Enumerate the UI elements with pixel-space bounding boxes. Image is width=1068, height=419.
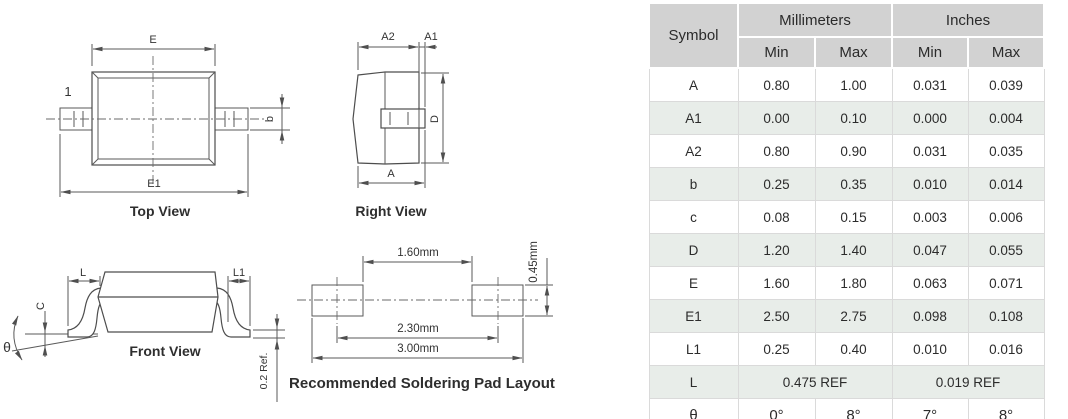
dim-label-standoff: 0.2 Ref. [258, 352, 270, 390]
right-view-caption: Right View [355, 203, 427, 219]
cell-symbol: E [649, 267, 738, 300]
dim-label-e: E [149, 34, 157, 46]
header-mm-max: Max [815, 37, 892, 68]
dim-label-a2: A2 [381, 31, 395, 43]
cell-symbol: D [649, 234, 738, 267]
table-row-l [649, 366, 1044, 399]
theta-angle-arc [14, 316, 22, 360]
cell-in-min: 0.010 [892, 168, 968, 201]
cell-symbol: θ [649, 399, 738, 419]
dim-label-d: D [429, 115, 441, 123]
pad-layout-drawing [289, 241, 555, 392]
cell-mm-max: 1.00 [815, 68, 892, 102]
cell-mm-min: 2.50 [738, 300, 815, 333]
cell-mm-min: 0.00 [738, 102, 815, 135]
cell-in-min: 0.031 [892, 135, 968, 168]
cell-in-max: 0.071 [968, 267, 1044, 300]
table-row [649, 168, 1044, 201]
table-row [649, 135, 1044, 168]
top-view-drawing [46, 34, 290, 219]
dim-label-pitch: 2.30mm [397, 323, 439, 335]
cell-mm-max: 1.80 [815, 267, 892, 300]
dim-label-theta: θ [3, 339, 11, 355]
table-row [649, 68, 1044, 102]
cell-in-max: 0.016 [968, 333, 1044, 366]
front-view-body [98, 272, 218, 332]
cell-symbol: A [649, 68, 738, 102]
dim-label-c: C [35, 302, 47, 310]
cell-in-max: 0.108 [968, 300, 1044, 333]
cell-mm-min: 0.25 [738, 333, 815, 366]
cell-symbol: c [649, 201, 738, 234]
cell-in-min: 0.003 [892, 201, 968, 234]
cell-symbol: E1 [649, 300, 738, 333]
cell-in-max: 0.035 [968, 135, 1044, 168]
header-in-min: Min [892, 37, 968, 68]
cell-in-max: 0.055 [968, 234, 1044, 267]
cell-symbol: A1 [649, 102, 738, 135]
dim-label-b: b [264, 115, 276, 123]
cell-mm-min: 0.80 [738, 135, 815, 168]
header-in-max: Max [968, 37, 1044, 68]
pin1-marker: 1 [64, 84, 72, 99]
cell-mm-max: 0.15 [815, 201, 892, 234]
cell-mm-max: 0.40 [815, 333, 892, 366]
cell-mm-ref: 0.475 REF [738, 366, 892, 399]
dim-label-l: L [79, 267, 87, 279]
front-view-caption: Front View [129, 343, 201, 359]
header-inches: Inches [892, 3, 1044, 37]
cell-in-max: 0.014 [968, 168, 1044, 201]
pad-left [312, 285, 363, 316]
header-symbol: Symbol [649, 3, 738, 68]
cell-mm-min: 0.80 [738, 68, 815, 102]
cell-in-min: 0.047 [892, 234, 968, 267]
cell-mm-min: 0° [738, 399, 815, 419]
header-mm-min: Min [738, 37, 815, 68]
cell-mm-max: 2.75 [815, 300, 892, 333]
dim-label-pad-height: 0.45mm [528, 241, 540, 283]
cell-in-min: 0.000 [892, 102, 968, 135]
top-view-body [92, 72, 215, 165]
cell-mm-max: 8° [815, 399, 892, 419]
cell-mm-max: 0.35 [815, 168, 892, 201]
dim-label-e1: E1 [147, 178, 161, 190]
cell-in-max: 8° [968, 399, 1044, 419]
front-view-drawing [3, 267, 285, 402]
table-row-theta [649, 399, 1044, 419]
cell-in-min: 0.010 [892, 333, 968, 366]
pad-layout-caption: Recommended Soldering Pad Layout [289, 375, 555, 392]
dim-label-a: A [387, 168, 395, 180]
cell-symbol: L [649, 366, 738, 399]
cell-mm-min: 0.08 [738, 201, 815, 234]
cell-mm-min: 0.25 [738, 168, 815, 201]
cell-in-ref: 0.019 REF [892, 366, 1044, 399]
cell-symbol: L1 [649, 333, 738, 366]
cell-in-min: 0.063 [892, 267, 968, 300]
pad-right [472, 285, 523, 316]
cell-in-max: 0.006 [968, 201, 1044, 234]
dim-label-l1: L1 [232, 267, 246, 279]
dim-label-outer: 3.00mm [397, 343, 439, 355]
header-millimeters: Millimeters [738, 3, 892, 37]
cell-mm-max: 0.10 [815, 102, 892, 135]
right-view-lead [381, 109, 425, 128]
table-row [649, 333, 1044, 366]
cell-mm-min: 1.60 [738, 267, 815, 300]
cell-mm-min: 1.20 [738, 234, 815, 267]
cell-in-min: 0.031 [892, 68, 968, 102]
dimensions-table [648, 2, 1043, 419]
cell-mm-max: 1.40 [815, 234, 892, 267]
cell-in-min: 0.098 [892, 300, 968, 333]
table-row [649, 267, 1044, 300]
table-row [649, 201, 1044, 234]
top-view-caption: Top View [129, 203, 191, 219]
cell-mm-max: 0.90 [815, 135, 892, 168]
table-row [649, 234, 1044, 267]
front-view-right-lead [213, 288, 250, 337]
cell-in-max: 0.004 [968, 102, 1044, 135]
cell-in-max: 0.039 [968, 68, 1044, 102]
cell-in-min: 7° [892, 399, 968, 419]
cell-symbol: b [649, 168, 738, 201]
table-row [649, 102, 1044, 135]
dim-label-inner-gap: 1.60mm [397, 247, 439, 259]
dim-label-a1: A1 [424, 31, 438, 43]
table-row [649, 300, 1044, 333]
right-view-drawing [353, 31, 449, 219]
cell-symbol: A2 [649, 135, 738, 168]
